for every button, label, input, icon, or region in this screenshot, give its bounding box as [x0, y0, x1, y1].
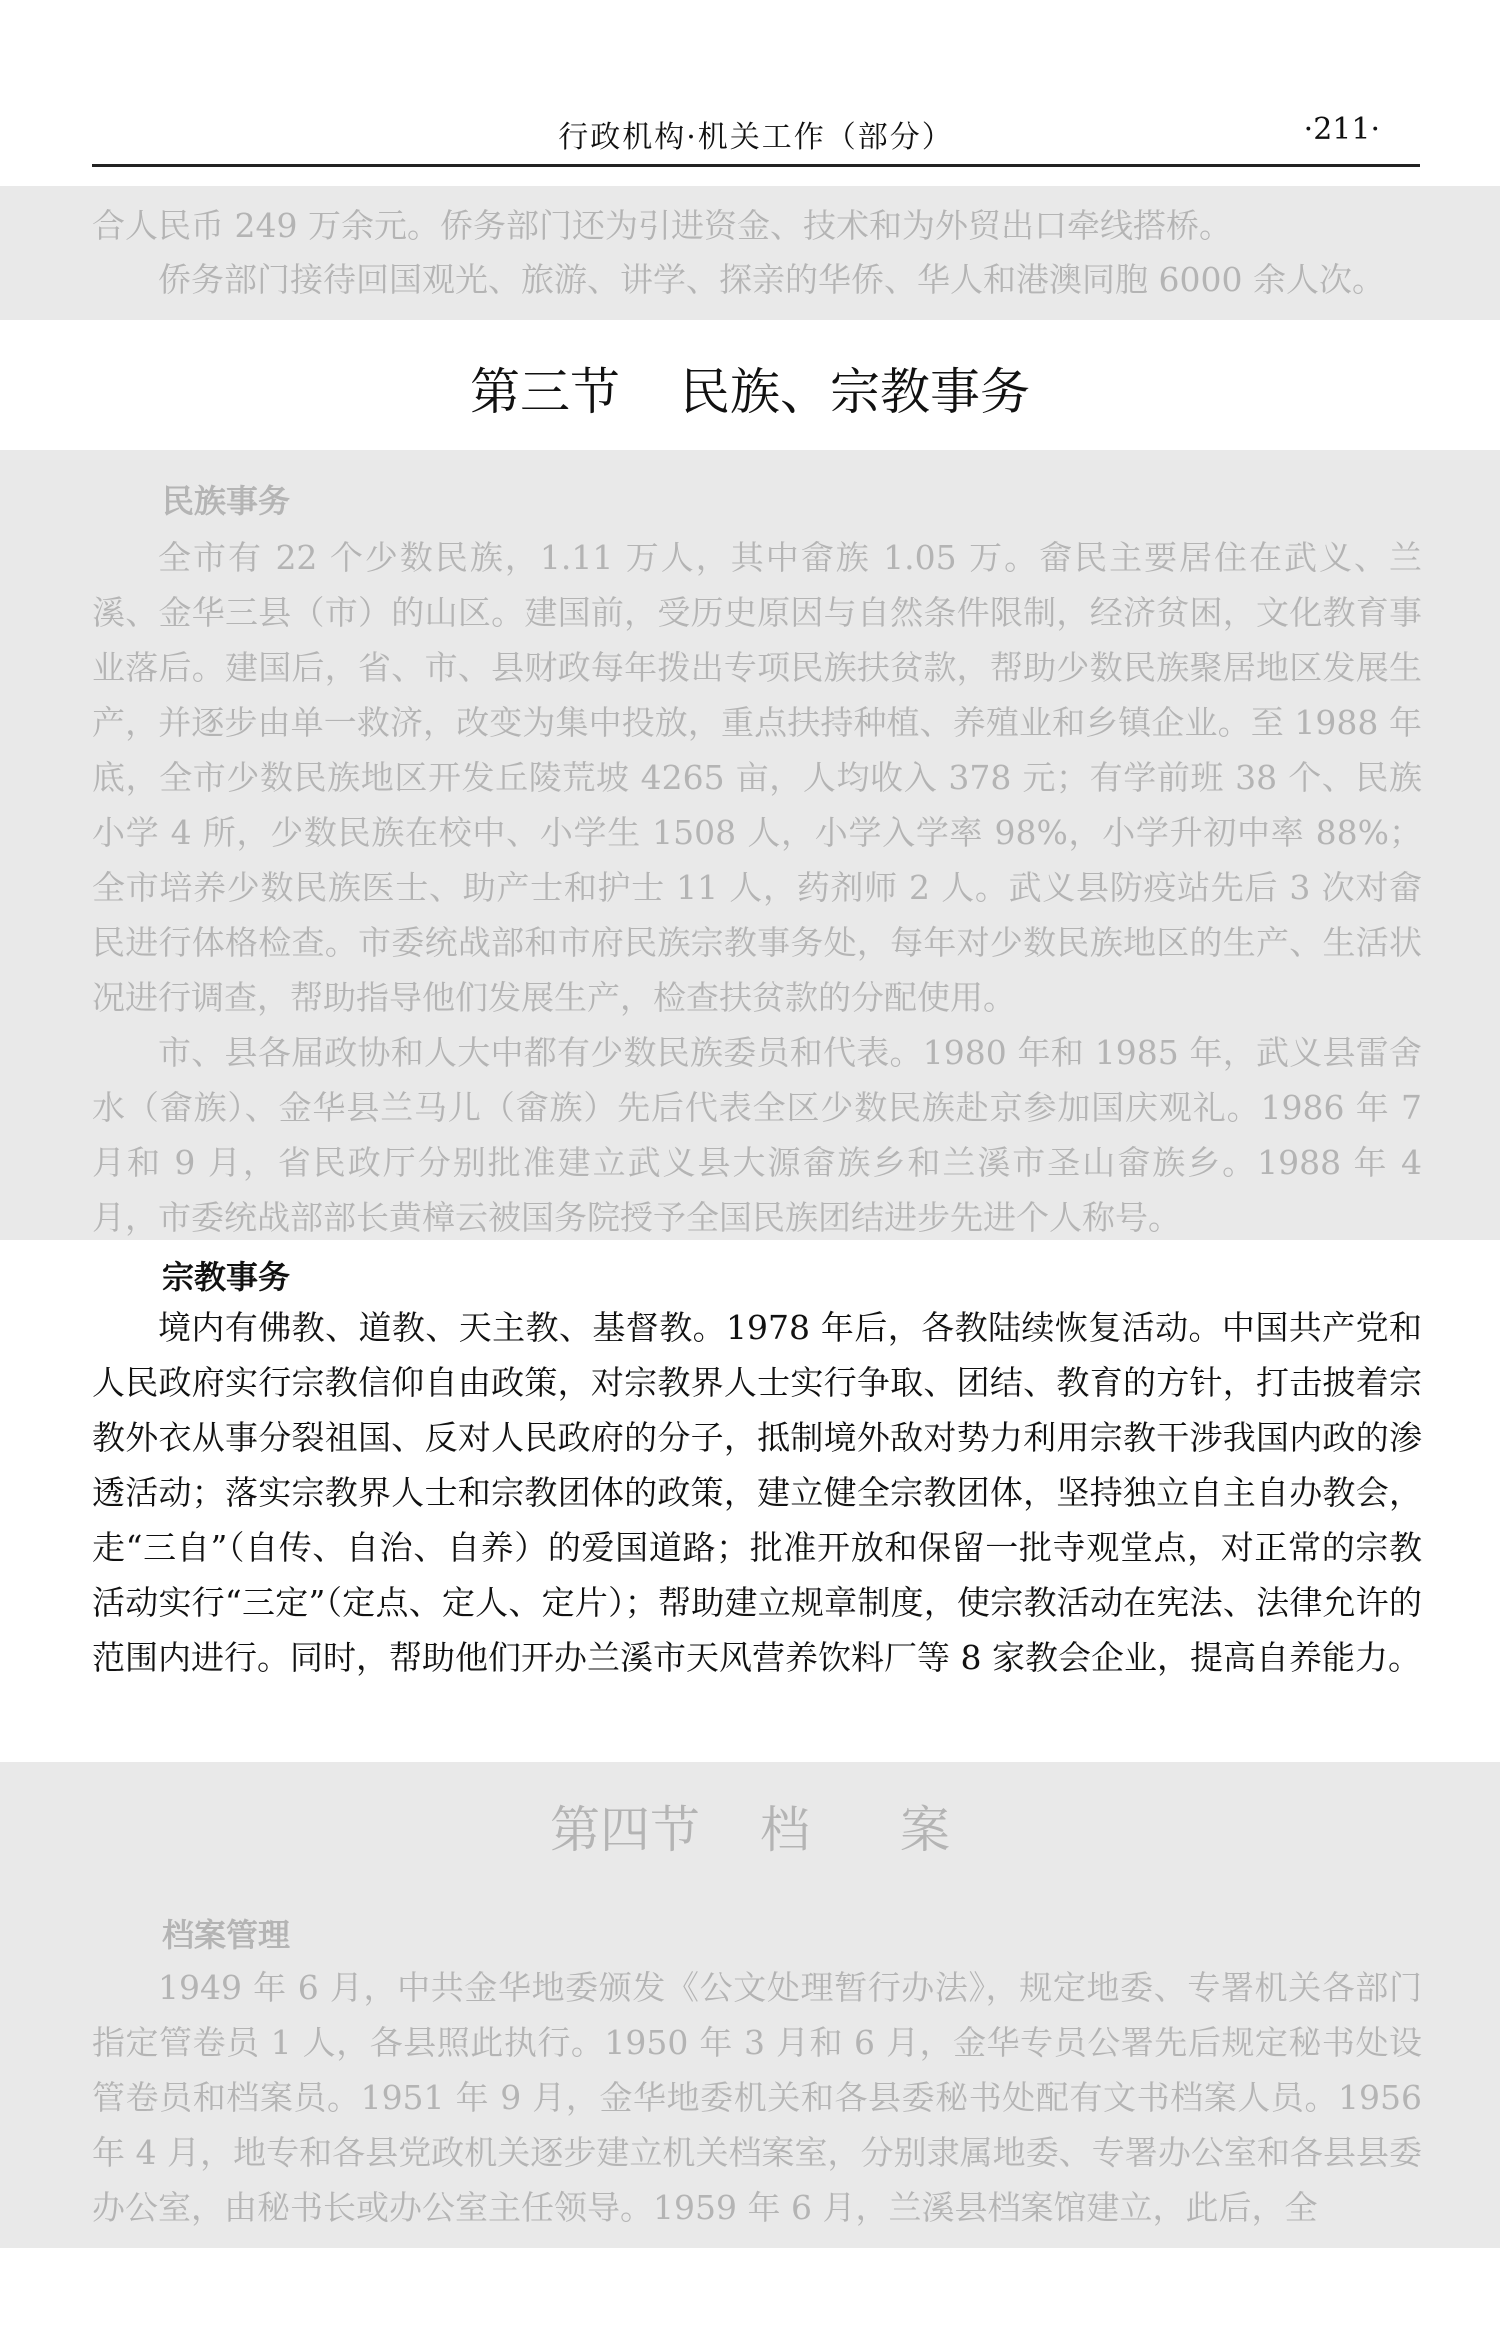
continuation-line: 合人民币 249 万余元。侨务部门还为引进资金、技术和为外贸出口牵线搭桥。 [92, 206, 1232, 245]
section-3-title: 民族、宗教事务 [680, 363, 1030, 421]
overseas-visitors-paragraph: 侨务部门接待回国观光、旅游、讲学、探亲的华侨、华人和港澳同胞 6000 余人次。 [158, 260, 1385, 299]
ethnic-affairs-heading: 民族事务 [162, 482, 291, 520]
running-title: 行政机构·机关工作（部分） [558, 120, 954, 155]
archives-management-paragraph: 1949 年 6 月，中共金华地委颁发《公文处理暂行办法》，规定地委、专署机关各部门指定管卷员 1 人，各县照此执行。1950 年 3 月和 6 月，金华专员公署先后规定秘书处设管卷员和档案员。1951 年 9 月，金华地委机关和各县委秘书处配有文书档案人员。1956 年 4 月，地专和各县党政机关逐步建立机关档案室，分别隶属地委、专署办公室和各县县委办公室，由秘书长或办公室主任领导。1959 年 6 月，兰溪县档案馆建立，此后，全 [92, 1968, 1422, 2227]
ethnic-affairs-paragraph-1: 全市有 22 个少数民族，1.11 万人，其中畲族 1.05 万。畲民主要居住在武义、兰溪、金华三县（市）的山区。建国前，受历史原因与自然条件限制，经济贫困，文化教育事业落后。建国后，省、市、县财政每年拨出专项民族扶贫款，帮助少数民族聚居地区发展生产，并逐步由单一救济，改变为集中投放，重点扶持种植、养殖业和乡镇企业。至 1988 年底，全市少数民族地区开发丘陵荒坡 4265 亩，人均收入 378 元；有学前班 38 个、民族小学 4 所，少数民族在校中、小学生 1508 人，小学入学率 98%，小学升初中率 88%；全市培养少数民族医士、助产士和护士 11 人，药剂师 2 人。武义县防疫站先后 3 次对畲民进行体格检查。市委统战部和市府民族宗教事务处，每年对少数民族地区的生产、生活状况进行调查，帮助指导他们发展生产，检查扶贫款的分配使用。 [92, 538, 1422, 1017]
section-3-number: 第三节 [470, 363, 620, 421]
religion-affairs-paragraph: 境内有佛教、道教、天主教、基督教。1978 年后，各教陆续恢复活动。中国共产党和人民政府实行宗教信仰自由政策，对宗教界人士实行争取、团结、教育的方针，打击披着宗教外衣从事分裂祖国、反对人民政府的分子，抵制境外敌对势力利用宗教干涉我国内政的渗透活动；落实宗教界人士和宗教团体的政策，建立健全宗教团体，坚持独立自主自办教会，走“三自”（自传、自治、自养）的爱国道路；批准开放和保留一批寺观堂点，对正常的宗教活动实行“三定”（定点、定人、定片）；帮助建立规章制度，使宗教活动在宪法、法律允许的范围内进行。同时，帮助他们开办兰溪市天风营养饮料厂等 8 家教会企业，提高自养能力。 [92, 1308, 1422, 1677]
section-4-heading [0, 1790, 1500, 1862]
religion-affairs-heading: 宗教事务 [162, 1258, 291, 1296]
ethnic-affairs-paragraph-2: 市、县各届政协和人大中都有少数民族委员和代表。1980 年和 1985 年，武义县雷舍水（畲族）、金华县兰马儿（畲族）先后代表全区少数民族赴京参加国庆观礼。1986 年 7 月和 9 月，省民政厅分别批准建立武义县大源畲族乡和兰溪市圣山畲族乡。1988 年 4 月，市委统战部部长黄樟云被国务院授予全国民族团结进步先进个人称号。 [92, 1033, 1422, 1237]
page-number: ·211· [1303, 112, 1380, 147]
section-3-heading [0, 352, 1500, 424]
section-4-title-char-1: 档 [760, 1801, 810, 1859]
section-4-number: 第四节 [550, 1801, 700, 1859]
page-header [92, 98, 1420, 167]
section-4-title-char-2: 案 [900, 1801, 950, 1859]
archives-management-heading: 档案管理 [162, 1916, 291, 1954]
